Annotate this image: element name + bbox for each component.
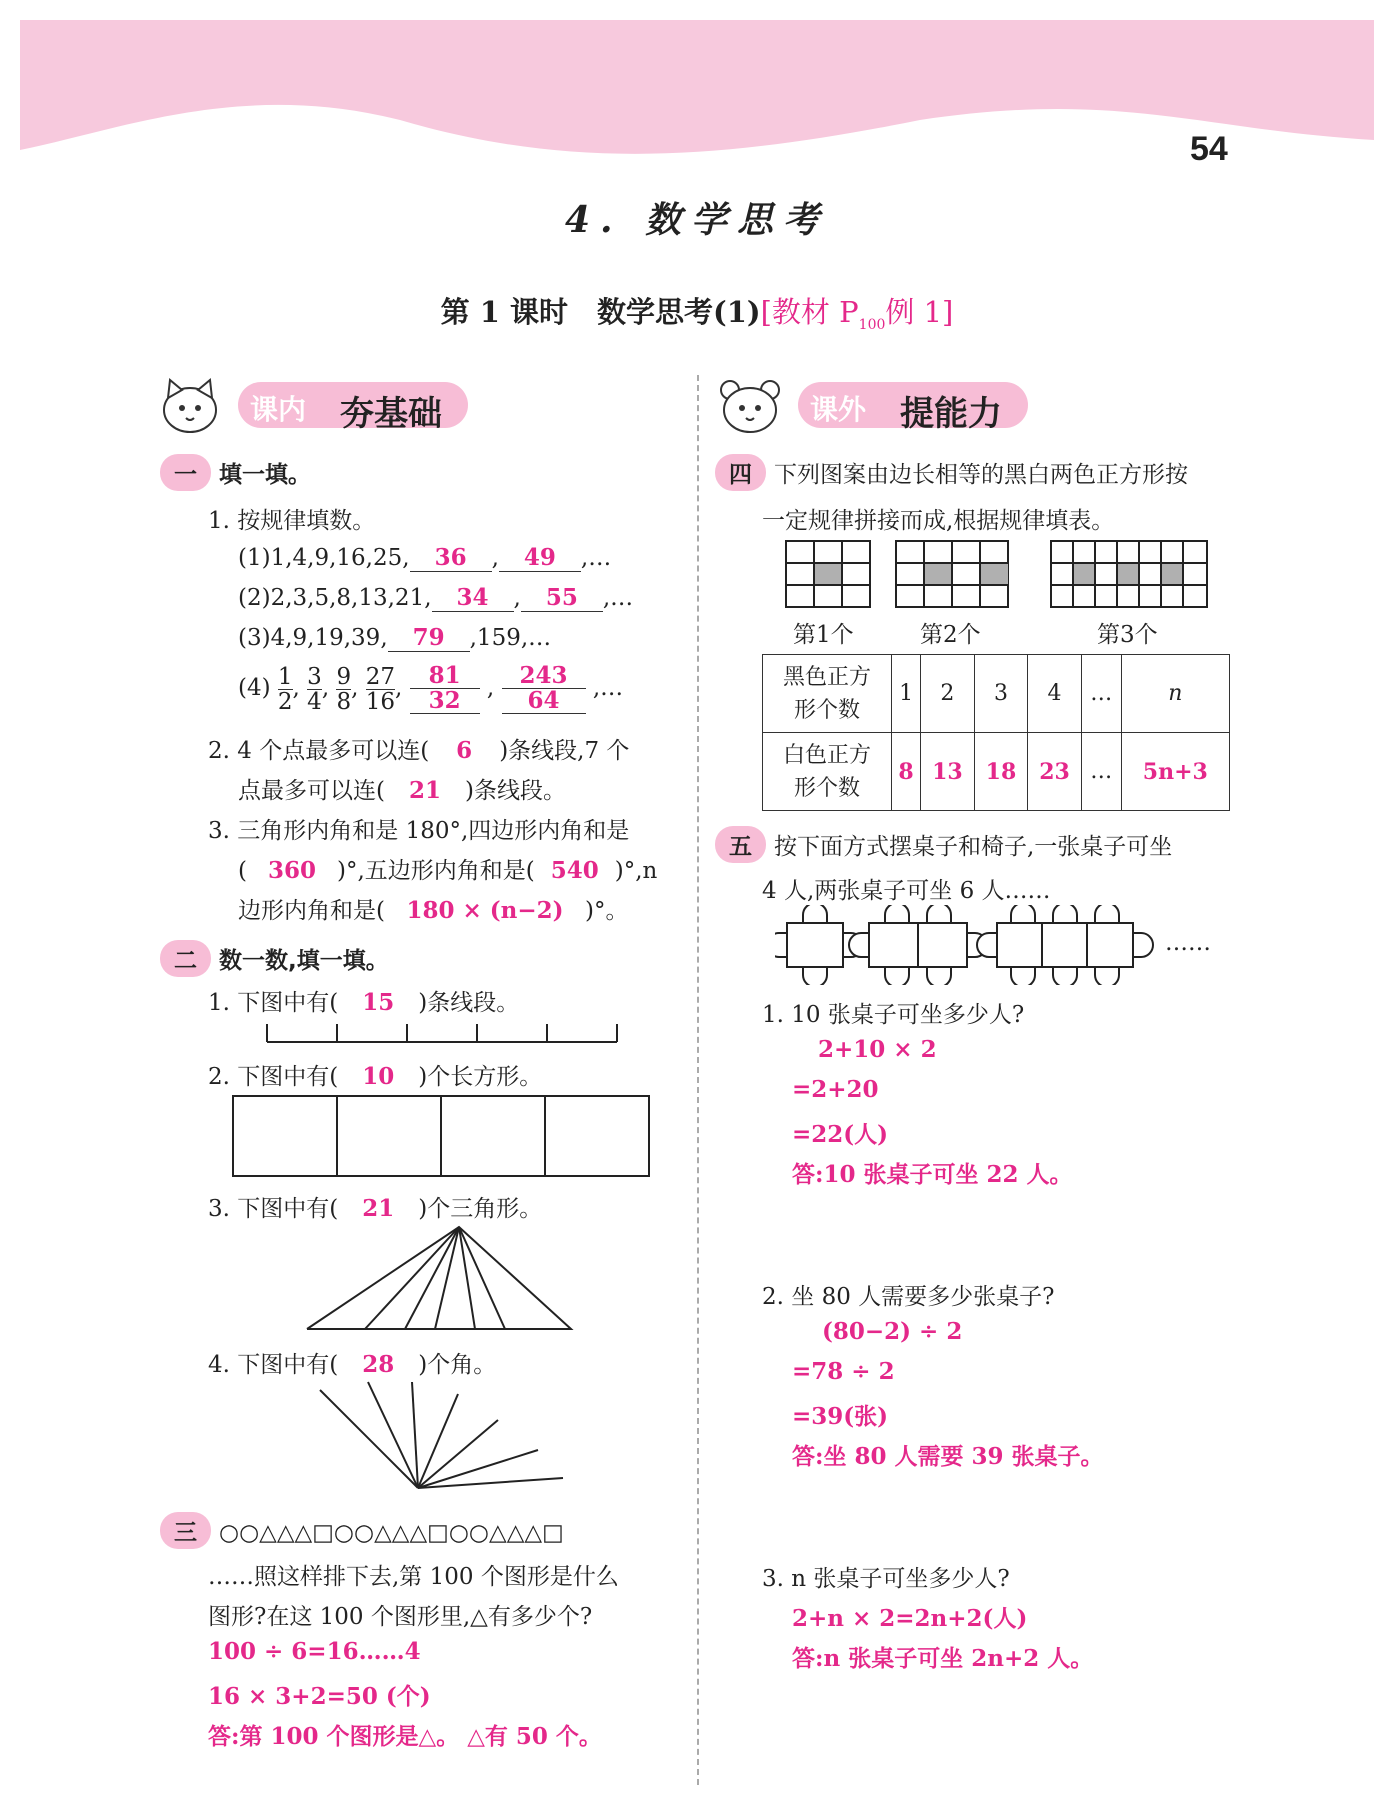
- section-name: 提能力: [900, 394, 1002, 434]
- line-segments-figure: [265, 1020, 625, 1050]
- triangles-figure: [305, 1225, 575, 1335]
- table-cell: 13: [921, 733, 975, 811]
- q1-sequence-3: (3)4,9,19,39, 79 ,159,…: [238, 624, 552, 651]
- question-3-header: 三 ○○△△△□○○△△△□○○△△△□: [160, 1512, 564, 1549]
- q1-part2-line2: 点最多可以连( 21 )条线段。: [238, 777, 566, 804]
- q3-answer-2: 16 × 3+2=50 (个): [208, 1683, 431, 1710]
- table-cell: 8: [892, 733, 921, 811]
- question-2-header: 二 数一数,填一填。: [160, 940, 389, 977]
- table-cell: 2: [921, 655, 975, 733]
- q5-part3: 3. n 张桌子可坐多少人?: [762, 1566, 1010, 1592]
- q2-part4: 4. 下图中有( 28 )个角。: [208, 1351, 497, 1378]
- q3-answer-3: 答:第 100 个图形是△。 △有 50 个。: [208, 1723, 602, 1750]
- q5-p2-answer-1: (80−2) ÷ 2: [822, 1318, 963, 1345]
- lesson-title: 第 1 课时 数学思考(1)[教材 $P_{100}$例 1]: [440, 295, 954, 333]
- q1-sequence-4: (4) $\frac{1}{2}$ , $\frac{3}{4}$ , $\frac{9}{8}$ , $\frac{27}{16}$ , $\frac{81}{32}$ , $\frac{243}{64}$ ,…: [238, 662, 624, 715]
- table-cell: 23: [1028, 733, 1082, 811]
- q1-part2-line1: 2. 4 个点最多可以连( 6 )条线段,7 个: [208, 737, 630, 764]
- q5-p2-answer-3: =39(张): [792, 1403, 889, 1430]
- q5-p1-answer-3: =22(人): [792, 1121, 889, 1148]
- rectangles-figure: [232, 1095, 652, 1179]
- table-cell: …: [1081, 655, 1121, 733]
- q2-part3: 3. 下图中有( 21 )个三角形。: [208, 1195, 543, 1222]
- q5-p2-answer-2: =78 ÷ 2: [792, 1358, 895, 1385]
- pattern-2-label: 第2个: [920, 622, 981, 648]
- pattern-3-label: 第3个: [1097, 622, 1158, 648]
- q1-part3-line3: 边形内角和是( 180 × (n−2) )°。: [238, 897, 629, 924]
- tables-chairs-figure: [775, 905, 1155, 985]
- pattern-1-label: 第1个: [793, 622, 854, 648]
- q5-p1-answer-1: 2+10 × 2: [818, 1036, 937, 1063]
- q4-line2: 一定规律拼接而成,根据规律填表。: [762, 508, 1115, 534]
- table-cell: …: [1081, 733, 1121, 811]
- q1-part1: 1. 按规律填数。: [208, 508, 376, 534]
- q5-p3-answer-2: 答:n 张桌子可坐 2n+2 人。: [792, 1645, 1094, 1672]
- q1-part3-line1: 3. 三角形内角和是 180°,四边形内角和是: [208, 818, 630, 844]
- header-band: [20, 20, 1374, 170]
- column-divider: [697, 375, 699, 1785]
- angles-figure: [318, 1380, 568, 1495]
- q5-line2: 4 人,两张桌子可坐 6 人……: [762, 878, 1051, 904]
- pattern-3-figure: [1050, 540, 1208, 610]
- pattern-table: [762, 654, 1230, 811]
- table-cell: 1: [892, 655, 921, 733]
- row-header: 黑色正方 形个数: [763, 655, 892, 733]
- left-section-banner: [150, 372, 470, 442]
- pattern-2-figure: [895, 540, 1009, 610]
- question-1-header: 一 填一填。: [160, 454, 311, 491]
- section-tag: 课外: [810, 393, 867, 426]
- q3-line2: ……照这样排下去,第 100 个图形是什么: [208, 1564, 619, 1590]
- q5-p1-answer-4: 答:10 张桌子可坐 22 人。: [792, 1161, 1073, 1188]
- page-number: 54: [1190, 130, 1228, 168]
- table-cell: n: [1121, 655, 1229, 733]
- q2-part2: 2. 下图中有( 10 )个长方形。: [208, 1063, 543, 1090]
- pattern-1-figure: [785, 540, 871, 610]
- section-tag: 课内: [250, 393, 307, 426]
- q3-line3: 图形?在这 100 个图形里,△有多少个?: [208, 1604, 593, 1630]
- chapter-title: 4. 数学思考: [564, 199, 830, 241]
- table-cell: 3: [974, 655, 1028, 733]
- q2-part1: 1. 下图中有( 15 )条线段。: [208, 989, 520, 1016]
- q3-answer-1: 100 ÷ 6=16……4: [208, 1638, 421, 1665]
- table-cell: 5n+3: [1121, 733, 1229, 811]
- q5-part2: 2. 坐 80 人需要多少张桌子?: [762, 1284, 1055, 1310]
- q5-p3-answer-1: 2+n × 2=2n+2(人): [792, 1605, 1028, 1632]
- table-cell: 18: [974, 733, 1028, 811]
- table-row: [763, 733, 1230, 811]
- q5-part1: 1. 10 张桌子可坐多少人?: [762, 1002, 1025, 1028]
- section-name: 夯基础: [340, 394, 442, 434]
- q1-sequence-2: (2)2,3,5,8,13,21, 34 , 55 ,…: [238, 584, 634, 611]
- row-header: 白色正方 形个数: [763, 733, 892, 811]
- q5-p1-answer-2: =2+20: [792, 1076, 879, 1103]
- q5-p2-answer-4: 答:坐 80 人需要 39 张桌子。: [792, 1443, 1104, 1470]
- q1-part3-line2: ( 360 )°,五边形内角和是( 540 )°,n: [238, 857, 658, 884]
- right-section-banner: [710, 372, 1030, 442]
- bear-mascot-icon: [710, 372, 790, 442]
- q1-sequence-1: (1)1,4,9,16,25, 36 , 49 ,…: [238, 544, 612, 571]
- figure-ellipsis: ……: [1165, 930, 1211, 956]
- question-5-header: 五 按下面方式摆桌子和椅子,一张桌子可坐: [715, 826, 1172, 863]
- cat-mascot-icon: [150, 372, 230, 442]
- table-cell: 4: [1028, 655, 1082, 733]
- question-4-header: 四 下列图案由边长相等的黑白两色正方形按: [715, 454, 1188, 491]
- table-row: [763, 655, 1230, 733]
